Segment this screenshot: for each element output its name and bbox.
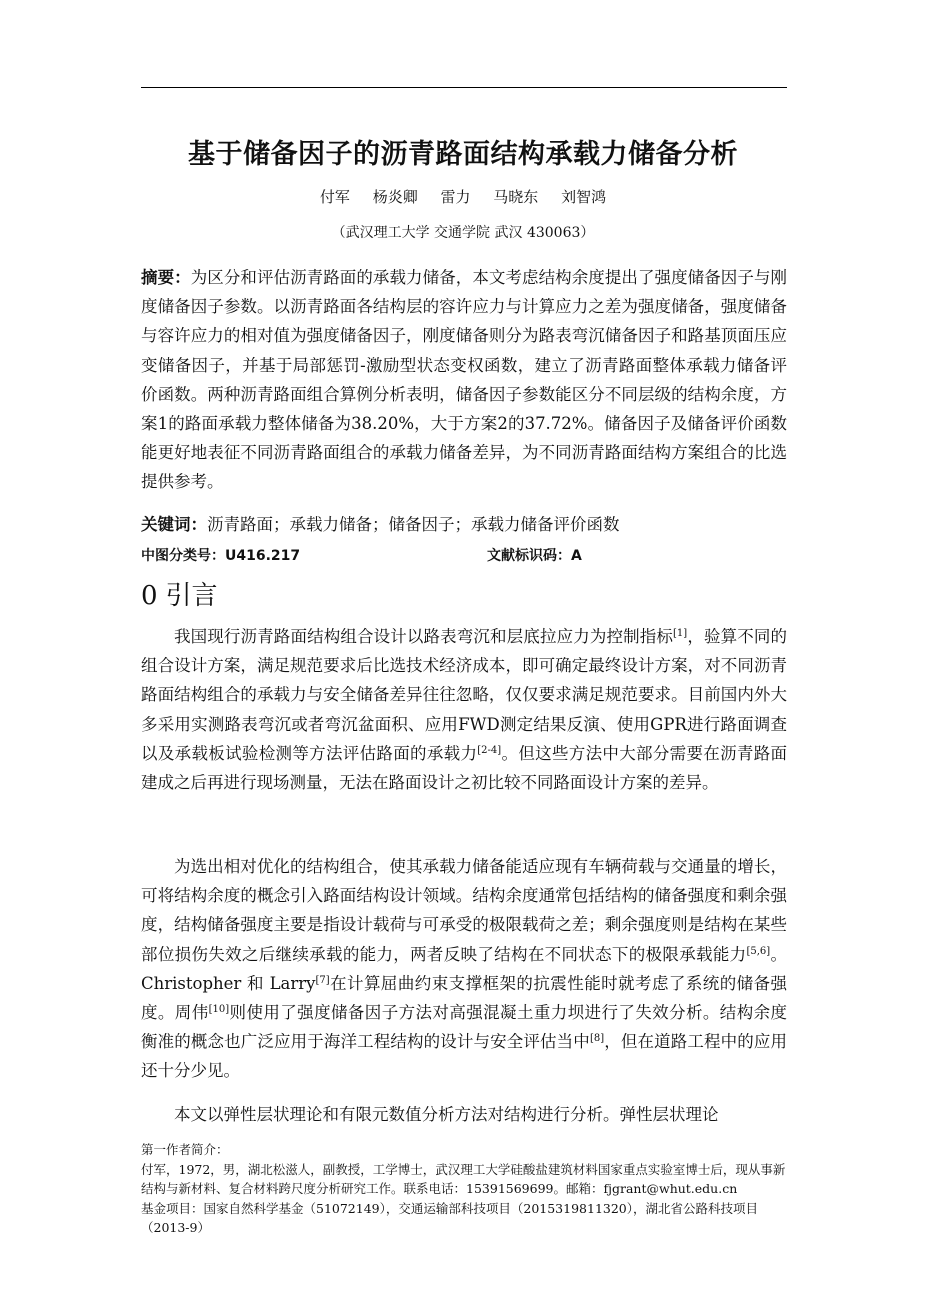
section-title: 引言	[165, 581, 218, 611]
header-rule	[141, 87, 787, 88]
paragraph-2	[141, 852, 787, 1086]
section-number: 0	[141, 581, 158, 611]
paragraph-text: ，但在道路工程中的应用还十分少见。	[141, 1032, 788, 1081]
paper-title: 基于储备因子的沥青路面结构承载力储备分析	[188, 139, 738, 170]
citation: [2-4]	[477, 744, 502, 756]
abstract-label: 摘要：	[141, 268, 191, 287]
paragraph-text: 在计算屈曲约束支撑框架的抗震性能时就考虑了系统的储备强度。周伟	[141, 973, 788, 1023]
citation: [1]	[673, 628, 688, 639]
citation: [7]	[315, 974, 330, 986]
footnote-fund: 基金项目：国家自然科学基金（51072149），交通运输部科技项目（2015319811320），湖北省公路科技项目（2013-9）	[141, 1200, 759, 1235]
author-name: 雷力	[440, 188, 471, 206]
paragraph-text: 。Christopher 和 Larry	[141, 944, 788, 993]
footnote-label: 第一作者简介：	[141, 1142, 229, 1157]
paragraph-text: 我国现行沥青路面结构组合设计以路表弯沉和层底拉应力为控制指标	[174, 627, 674, 646]
author-name: 刘智鸿	[561, 188, 607, 206]
paragraph-text: ，验算不同的组合设计方案，满足规范要求后比选技术经济成本，即可确定最终设计方案，对不同沥青路面结构组合的承载力与安全储备差异往往忽略，仅仅要求满足规范要求。目前国内外大多采用实测路表弯沉或者弯沉盆面积、应用FWD测定结果反演、使用GPR进行路面调查以及承载板试验检测等方法评估路面的承载力	[141, 627, 788, 763]
paragraph-text: 。但这些方法中大部分需要在沥青路面建成之后再进行现场测量，无法在路面设计之初比较不同路面设计方案的差异。	[141, 743, 788, 793]
author-name: 马晓东	[493, 188, 539, 206]
author-name: 杨炎卿	[372, 188, 418, 206]
keywords	[141, 510, 787, 539]
citation: [5,6]	[746, 945, 771, 957]
abstract	[141, 263, 787, 497]
classification-line	[141, 545, 787, 565]
section-heading	[141, 575, 218, 612]
clc-number: 中图分类号：U416.217	[141, 548, 301, 564]
footnote-author: 付军，1972，男，湖北松滋人，副教授，工学博士，武汉理工大学硅酸盐建筑材料国家重点实验室博士后，现从事新结构与新材料、复合材料跨尺度分析研究工作。联系电话：15391569699。邮箱：fjgrant@whut.edu.cn	[141, 1161, 786, 1196]
citation: [10]	[208, 1004, 230, 1016]
paragraph-text: 则使用了强度储备因子方法对高强混凝土重力坝进行了失效分析。结构余度衡准的概念也广泛应用于海洋工程结构的设计与安全评估当中	[141, 1003, 788, 1052]
keywords-text: 沥青路面；承载力储备；储备因子；承载力储备评价函数	[207, 515, 620, 534]
author-name: 付军	[319, 188, 350, 206]
author-list	[0, 186, 926, 207]
paragraph-3: 本文以弹性层状理论和有限元数值分析方法对结构进行分析。弹性层状理论	[174, 1105, 719, 1124]
keywords-label: 关键词：	[141, 515, 207, 534]
footnotes	[141, 1140, 787, 1238]
paragraph-1	[141, 622, 787, 797]
paragraph-text: 为选出相对优化的结构组合，使其承载力储备能适应现有车辆荷载与交通量的增长，可将结构余度的概念引入路面结构设计领域。结构余度通常包括结构的储备强度和剩余强度，结构储备强度主要是指设计载荷与可承受的极限载荷之差；剩余强度则是结构在某些部位损伤失效之后继续承载的能力，两者反映了结构在不同状态下的极限承载能力	[141, 857, 787, 964]
document-code: 文献标识码：A	[487, 548, 582, 564]
citation: [8]	[589, 1033, 605, 1045]
affiliation: （武汉理工大学 交通学院 武汉 430063）	[331, 225, 595, 241]
abstract-text: 为区分和评估沥青路面的承载力储备，本文考虑结构余度提出了强度储备因子与刚度储备因子参数。以沥青路面各结构层的容许应力与计算应力之差为强度储备，强度储备与容许应力的相对值为强度储备因子，刚度储备则分为路表弯沉储备因子和路基顶面压应变储备因子，并基于局部惩罚-激励型状态变权函数，建立了沥青路面整体承载力储备评价函数。两种沥青路面组合算例分析表明，储备因子参数能区分不同层级的结构余度，方案1的路面承载力整体储备为38.20%，大于方案2的37.72%。储备因子及储备评价函数能更好地表征不同沥青路面组合的承载力储备差异，为不同沥青路面结构方案组合的比选提供参考。	[141, 268, 788, 492]
